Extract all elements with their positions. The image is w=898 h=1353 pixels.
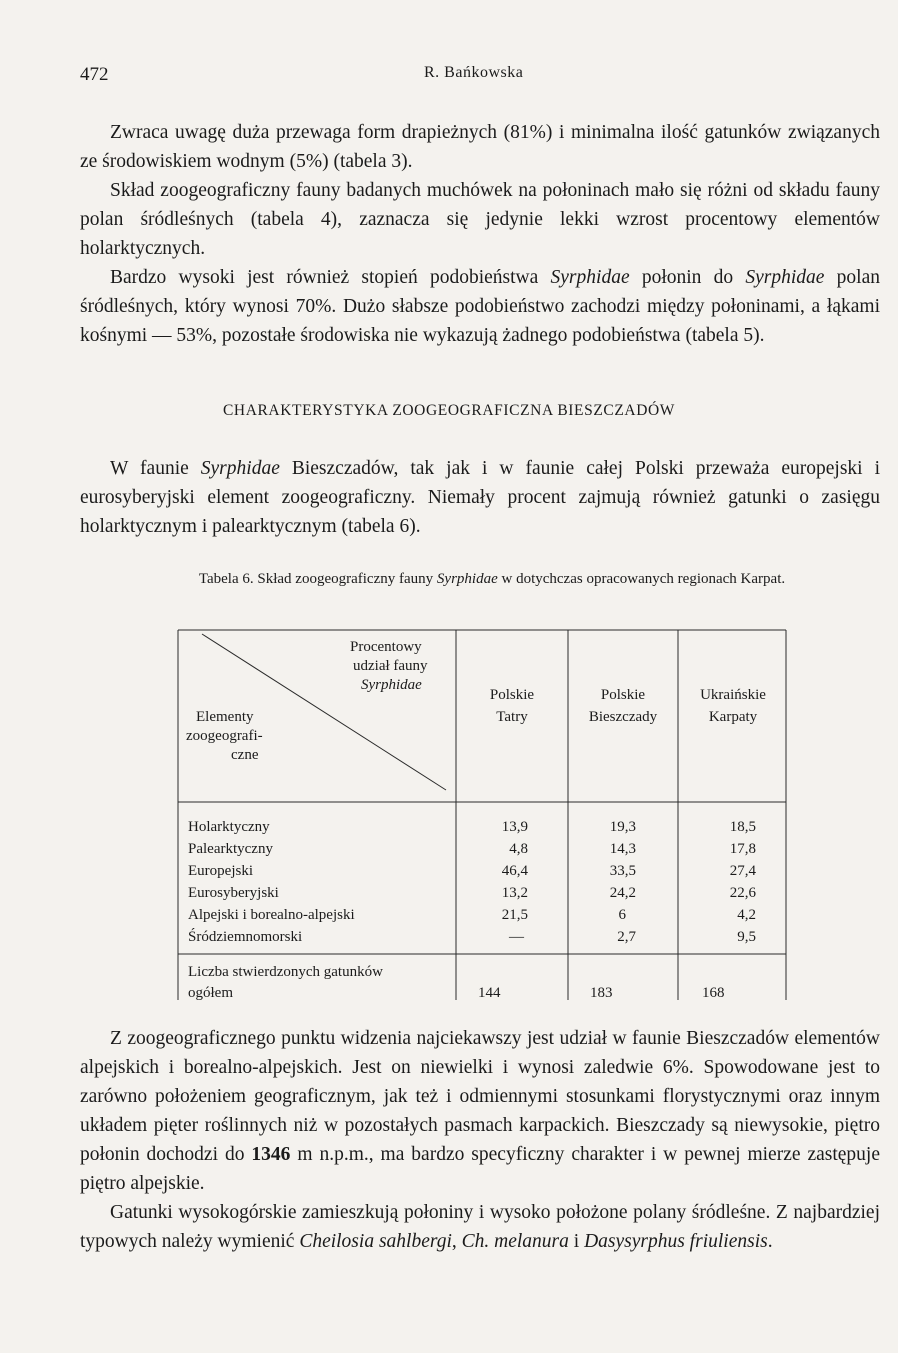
section-title: CHARAKTERYSTYKA ZOOGEOGRAFICZNA BIESZCZADÓW [222,402,676,419]
taxon-name: Ch. melanura [461,1231,569,1252]
intro-text [80,118,880,350]
header-line: czne [231,747,259,763]
total-label-line: Liczba stwierdzonych gatunków [188,964,383,980]
header-line: Ukraińskie [700,687,766,703]
cell-value: 4,8 [509,841,528,857]
taxon-name: Syrphidae [550,267,630,288]
text-run: Gatunki wysokogórskie zamieszkują połoniny i wysoko położone polany śródleśne. Z najbardziej typowych należy wymienić [80,1202,880,1252]
paragraph [80,1198,880,1256]
total-label [188,962,383,1004]
header-line: udział fauny [353,658,428,674]
row-label: Palearktyczny [188,841,273,857]
header-line: zoogeografi- [186,728,263,744]
cell-value: 19,3 [609,819,636,835]
data-table [176,628,788,1004]
text-run: , [451,1231,462,1252]
header-line: Karpaty [708,709,758,725]
cell-value: 33,5 [609,863,636,879]
page-number: 472 [80,64,109,85]
total-label-line: ogółem [188,985,233,1001]
header-line: Procentowy [350,639,422,655]
corner-header-bottom [186,708,263,765]
row-label: Eurosyberyjski [188,885,279,901]
cell-value: 24,2 [609,885,636,901]
header-line: Polskie [489,687,535,703]
header-line: Polskie [600,687,646,703]
table-rules [176,628,788,1004]
row-label: Śródziemnomorski [188,929,303,945]
header-line: Bieszczady [588,709,658,725]
cell-value: 6 [618,907,626,923]
taxon-name: Syrphidae [436,571,498,587]
cell-value: 13,9 [501,819,528,835]
cell-value: 2,7 [617,929,636,945]
paragraph: Zwraca uwagę duża przewaga form drapieżnych (81%) i minimalna ilość gatunków związanych ze środowiskiem wodnym (5%) (tabela 3). [80,122,880,172]
total-value: 183 [590,985,613,1001]
text-run: Z zoogeograficznego punktu widzenia najciekawszy jest udział w faunie Bieszczadów elementów alpejskich i borealno-alpejskich. Jest on niewielki i wynosi zaledwie 6%. Spowodowane jest to zarówno położeniem geograficznym, jak też i odmiennymi stosunkami florystycznymi oraz innym układem pięter roślinnych niż w pozostałych pasmach karpackich. Bieszczady są niewysokie, piętro połonin dochodzi do [80,1028,880,1165]
paragraph [80,263,880,350]
cell-value: 18,5 [729,819,756,835]
cell-value: 4,2 [737,907,756,923]
text-run: i [568,1231,585,1252]
taxon-name: Dasysyrphus friuliensis [584,1231,768,1252]
text-run: m n.p.m., ma bardzo specyficzny charakter i w pewnej mierze zastępuje piętro alpejskie. [80,1144,880,1194]
paragraph [80,1024,880,1198]
row-label: Europejski [188,863,253,879]
text-run: Tabela 6. Skład zoogeograficzny fauny [198,571,437,587]
text-run: Bardzo wysoki jest również stopień podobieństwa [110,267,551,288]
cell-value: — [509,929,524,945]
column-header-tatry [458,686,566,727]
header-line: Tatry [496,709,528,725]
table-caption [192,568,792,591]
cell-value: 14,3 [609,841,636,857]
taxon-name: Cheilosia sahlbergi [299,1231,452,1252]
paragraph: Skład zoogeograficzny fauny badanych muchówek na połoninach mało się różni od składu fauny polan śródleśnych (tabela 4), zaznacza się jedynie lekki wzrost procentowy elementów holarktycznych. [80,180,880,259]
taxon-name: Syrphidae [200,458,280,479]
page-header [80,64,818,88]
text-run: . [767,1231,773,1252]
text-run: połonin do [629,267,746,288]
text-run: W faunie [110,458,201,479]
cell-value: 9,5 [737,929,756,945]
text-run: polan śródleśnych, który wynosi 70%. Dużo słabsze podobieństwo zachodzi między połoninami, a łąkami kośnymi — 53%, pozostałe środowiska nie wykazują żadnego podobieństwa (tabela 5). [80,267,880,346]
taxon-name: Syrphidae [361,677,422,693]
section-text [80,454,880,541]
corner-header-top [350,638,428,695]
total-value: 168 [702,985,725,1001]
header-line: Elementy [196,709,254,725]
column-header-karpaty [680,686,786,727]
running-head: R. Bańkowska [424,64,524,81]
cell-value: 17,8 [729,841,756,857]
cell-value: 22,6 [729,885,756,901]
paragraph [80,454,880,541]
cell-value: 27,4 [729,863,756,879]
row-label: Alpejski i borealno-alpejski [188,907,355,923]
closing-text [80,1024,880,1256]
text-run: w dotychczas opracowanych regionach Karpat. [497,571,786,587]
total-value: 144 [478,985,501,1001]
text-run: Bieszczadów, tak jak i w faunie całej Polski przeważa europejski i eurosyberyjski element zoogeograficzny. Niemały procent zajmują również gatunki o zasięgu holarktycznym i palearktycznym (tabela 6). [80,458,880,537]
taxon-name: Syrphidae [745,267,825,288]
cell-value: 46,4 [501,863,528,879]
altitude-value: 1346 [251,1144,291,1165]
cell-value: 13,2 [501,885,528,901]
row-label: Holarktyczny [188,819,270,835]
column-header-bieszczady [570,686,676,727]
cell-value: 21,5 [501,907,528,923]
